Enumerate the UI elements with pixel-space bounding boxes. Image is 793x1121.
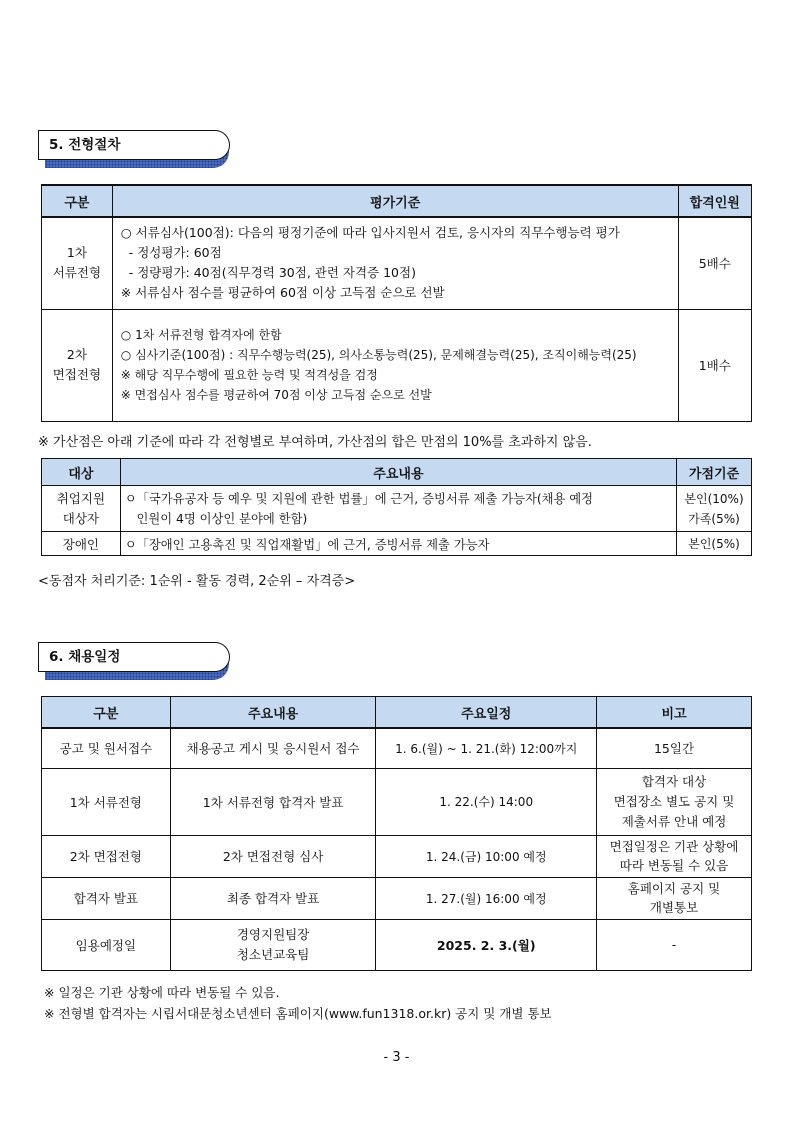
col-header-criteria: 평가기준	[112, 185, 678, 217]
row-content: 2차 면접전형 심사	[170, 835, 376, 877]
table-row	[42, 835, 752, 877]
row-content: ㅇ「장애인 고용촉진 및 직업재활법」에 근거, 증빙서류 제출 가능자	[120, 532, 676, 556]
row-points: 본인(10%) 가족(5%)	[677, 486, 752, 532]
row-category: 1차 서류전형	[42, 768, 171, 835]
recruitment-schedule-table	[41, 696, 752, 971]
table-row	[42, 309, 752, 421]
row-content: ㅇ「국가유공자 등 예우 및 지원에 관한 법률」에 근거, 증빙서류 제출 가능자(채용 예정 인원이 4명 이상인 분야에 한함)	[120, 486, 676, 532]
section-6-heading	[38, 642, 222, 674]
row-content: 1차 서류전형 합격자 발표	[170, 768, 376, 835]
page-number: - 3 -	[383, 1050, 410, 1065]
row-date: 1. 27.(월) 16:00 예정	[376, 877, 597, 919]
row-date: 1. 6.(월) ~ 1. 21.(화) 12:00까지	[376, 728, 597, 768]
col-header-date: 주요일정	[376, 697, 597, 729]
row-category: 합격자 발표	[42, 877, 171, 919]
row-category: 공고 및 원서접수	[42, 728, 171, 768]
row-content: 채용공고 게시 및 응시원서 접수	[170, 728, 376, 768]
col-header-content: 주요내용	[120, 459, 676, 486]
row-category: 1차 서류전형	[42, 217, 113, 309]
table-row	[42, 728, 752, 768]
row-count: 1배수	[678, 309, 752, 421]
bonus-note: ※ 가산점은 아래 기준에 따라 각 전형별로 부여하며, 가산점의 합은 만점의 10%를 초과하지 않음.	[38, 435, 592, 450]
row-target: 장애인	[42, 532, 121, 556]
section-6-title: 6. 채용일정	[38, 642, 230, 672]
table-row	[42, 217, 752, 309]
schedule-note-2: ※ 전형별 합격자는 시립서대문청소년센터 홈페이지(www.fun1318.or.kr) 공지 및 개별 통보	[44, 1006, 552, 1021]
row-category: 2차 면접전형	[42, 309, 113, 421]
row-date: 2025. 2. 3.(월)	[376, 919, 597, 970]
selection-procedure-table	[41, 184, 752, 422]
row-target: 취업지원 대상자	[42, 486, 121, 532]
row-date: 1. 22.(수) 14:00	[376, 768, 597, 835]
col-header-count: 합격인원	[678, 185, 752, 217]
row-date: 1. 24.(금) 10:00 예정	[376, 835, 597, 877]
table-row	[42, 919, 752, 970]
col-header-content: 주요내용	[170, 697, 376, 729]
tie-break-note: <동점자 처리기준: 1순위 - 활동 경력, 2순위 – 자격증>	[38, 574, 356, 589]
bonus-points-table	[41, 458, 752, 556]
row-category: 임용예정일	[42, 919, 171, 970]
row-remark: 15일간	[597, 728, 752, 768]
schedule-note-1: ※ 일정은 기관 상황에 따라 변동될 수 있음.	[44, 985, 280, 1000]
row-remark: 합격자 대상 면접장소 별도 공지 및 제출서류 안내 예정	[597, 768, 752, 835]
col-header-category: 구분	[42, 185, 113, 217]
col-header-remark: 비고	[597, 697, 752, 729]
col-header-points: 가점기준	[677, 459, 752, 486]
row-criteria: ○ 서류심사(100점): 다음의 평정기준에 따라 입사지원서 검토, 응시자의 직무수행능력 평가 - 정성평가: 60점 - 정량평가: 40점(직무경력 30점, 관련 자격증 10점) ※ 서류심사 점수를 평균하여 60점 이상 고득점 순으로 선발	[112, 217, 678, 309]
col-header-target: 대상	[42, 459, 121, 486]
section-5-title: 5. 전형절차	[38, 130, 230, 160]
row-criteria: ○ 1차 서류전형 합격자에 한함 ○ 심사기준(100점) : 직무수행능력(25), 의사소통능력(25), 문제해결능력(25), 조직이해능력(25) ※ 해당 직무수행에 필요한 능력 및 적격성을 검정 ※ 면접심사 점수를 평균하여 70점 이상 고득점 순으로 선발	[112, 309, 678, 421]
row-points: 본인(5%)	[677, 532, 752, 556]
row-count: 5배수	[678, 217, 752, 309]
row-remark: -	[597, 919, 752, 970]
col-header-category: 구분	[42, 697, 171, 729]
row-remark: 면접일정은 기관 상황에 따라 변동될 수 있음	[597, 835, 752, 877]
row-content: 경영지원팀장 청소년교육팀	[170, 919, 376, 970]
table-row	[42, 768, 752, 835]
row-remark: 홈페이지 공지 및 개별통보	[597, 877, 752, 919]
table-row	[42, 532, 752, 556]
table-row	[42, 877, 752, 919]
row-content: 최종 합격자 발표	[170, 877, 376, 919]
table-row	[42, 486, 752, 532]
section-5-heading	[38, 130, 222, 162]
row-category: 2차 면접전형	[42, 835, 171, 877]
